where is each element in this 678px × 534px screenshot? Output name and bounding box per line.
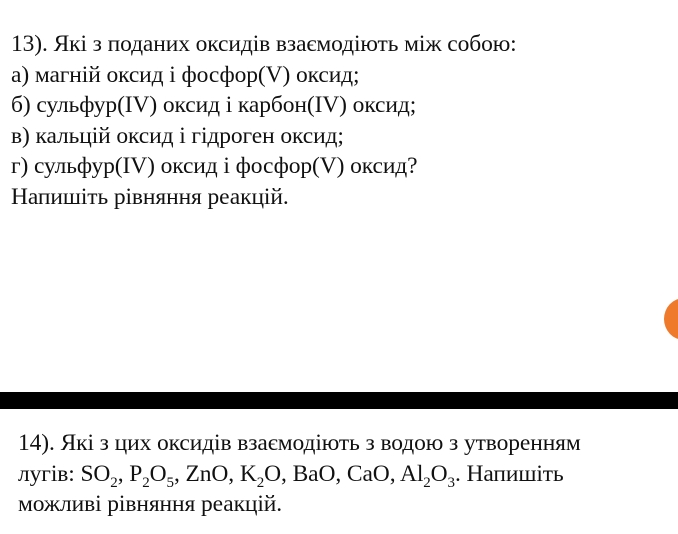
question-14-line-3: можливі рівняння реакцій. xyxy=(18,491,283,517)
question-13-option-b: б) сульфур(IV) оксид і карбон(IV) оксид; xyxy=(11,92,417,119)
question-13 xyxy=(11,29,517,213)
question-13-option-d: г) сульфур(IV) оксид і фосфор(V) оксид? xyxy=(11,153,418,180)
question-14-line-1: 14). Які з цих оксидів взаємодіють з водою з утворенням xyxy=(18,430,581,456)
formula-bao: BaO xyxy=(292,460,336,487)
question-13-title: 13). Які з поданих оксидів взаємодіють між собою: xyxy=(11,31,517,57)
formula-k2o: $K_2O$ xyxy=(239,460,281,491)
page-separator-band xyxy=(0,392,678,409)
question-14-prefix: лугів: xyxy=(18,460,81,487)
formula-p2o5: $P_2O_5$ xyxy=(129,460,174,491)
question-13-option-a: а) магній оксид і фосфор(V) оксид; xyxy=(11,61,360,88)
formula-so2: $SO_2$ xyxy=(80,460,118,491)
formula-al2o3: $Al_2O_3$ xyxy=(399,460,455,491)
question-14-line-2: лугів: $SO_2$, $P_2O_5$, ZnO, $K_2O$, BaO, CaO, $Al_2O_3$. Напишіть xyxy=(18,460,564,491)
formula-cao: CaO xyxy=(346,460,390,487)
question-13-option-c: в) кальцій оксид і гідроген оксид; xyxy=(11,122,344,149)
question-14-suffix: . Напишіть xyxy=(454,460,564,487)
question-14 xyxy=(18,428,668,520)
formula-zno: ZnO xyxy=(185,460,229,487)
question-13-instruction: Напишіть рівняння реакцій. xyxy=(11,183,289,210)
